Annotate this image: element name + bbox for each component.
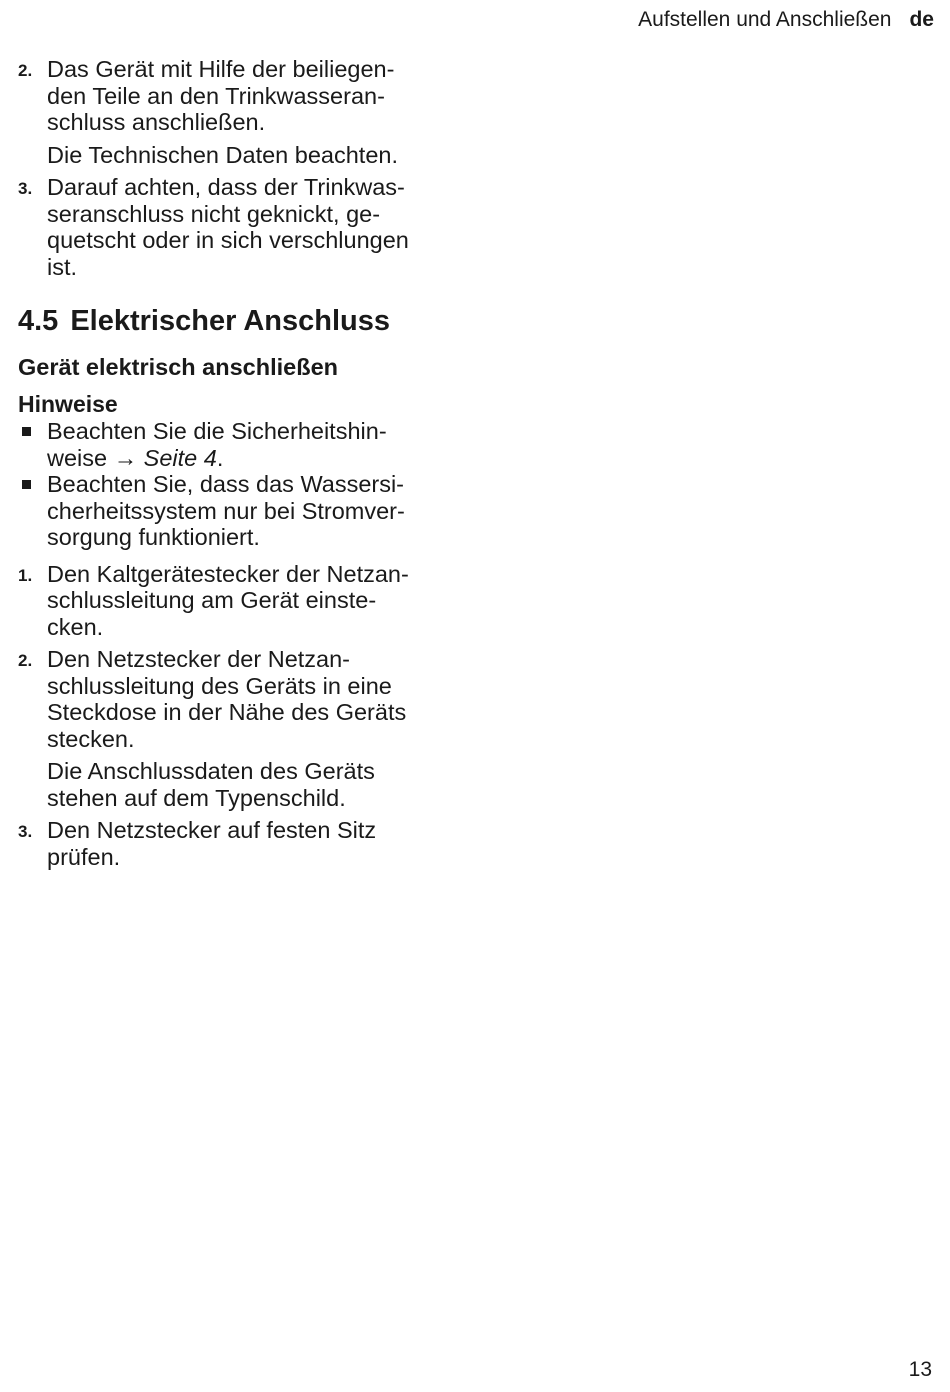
step-text: Den Netzstecker auf festen Sitz prüfen. bbox=[47, 817, 377, 870]
step-note: Die Anschlussdaten des Geräts stehen auf dem Typenschild. bbox=[47, 758, 375, 811]
page-header bbox=[638, 8, 934, 32]
bullet-square-icon bbox=[22, 427, 31, 436]
header-language: de bbox=[909, 8, 934, 31]
step-number: 3. bbox=[18, 179, 33, 198]
section-title: Elektrischer Anschluss bbox=[70, 305, 391, 337]
list-item bbox=[18, 817, 463, 870]
page-number: 13 bbox=[908, 1358, 932, 1381]
step-number: 1. bbox=[18, 565, 33, 585]
step-text: Darauf achten, dass der Trinkwas- seranschluss nicht geknickt, ge- quetscht oder in sich verschlungen ist. bbox=[47, 174, 409, 280]
list-item bbox=[18, 646, 463, 752]
step-number: 3. bbox=[18, 822, 33, 841]
subsection-heading: Gerät elektrisch anschließen bbox=[18, 354, 339, 380]
bullet-text-part: Beachten Sie die Sicherheitshin- weise → bbox=[47, 418, 387, 471]
bullet-item bbox=[18, 471, 463, 551]
list-item bbox=[18, 56, 463, 136]
list-item bbox=[18, 561, 463, 641]
bullet-text bbox=[47, 418, 463, 471]
section-heading bbox=[18, 304, 463, 338]
step-text: Den Netzstecker der Netzan- schlussleitung des Geräts in eine Steckdose in der Nähe des Geräts stecken. bbox=[47, 646, 407, 752]
list-item bbox=[18, 174, 463, 280]
step-number: 2. bbox=[18, 61, 33, 80]
page-reference-link[interactable]: Seite 4 bbox=[143, 444, 217, 471]
step-text: Den Kaltgerätestecker der Netzan- schlussleitung am Gerät einste- cken. bbox=[47, 560, 409, 640]
step-text: Das Gerät mit Hilfe der beiliegen- den Teile an den Trinkwasseran- schluss anschließen. bbox=[47, 56, 395, 135]
step-number: 2. bbox=[18, 651, 33, 670]
section-number: 4.5 bbox=[18, 305, 59, 337]
bullet-item bbox=[18, 418, 463, 471]
bullet-text-end: . bbox=[216, 444, 224, 471]
step-note: Die Technischen Daten beachten. bbox=[47, 141, 398, 168]
notes-heading: Hinweise bbox=[18, 391, 118, 417]
bullet-text: Beachten Sie, dass das Wassersi- cherheitssystem nur bei Stromver- sorgung funktioniert. bbox=[47, 471, 405, 550]
content-column bbox=[18, 56, 463, 870]
header-section-title: Aufstellen und Anschließen bbox=[638, 8, 892, 31]
bullet-square-icon bbox=[22, 480, 31, 489]
